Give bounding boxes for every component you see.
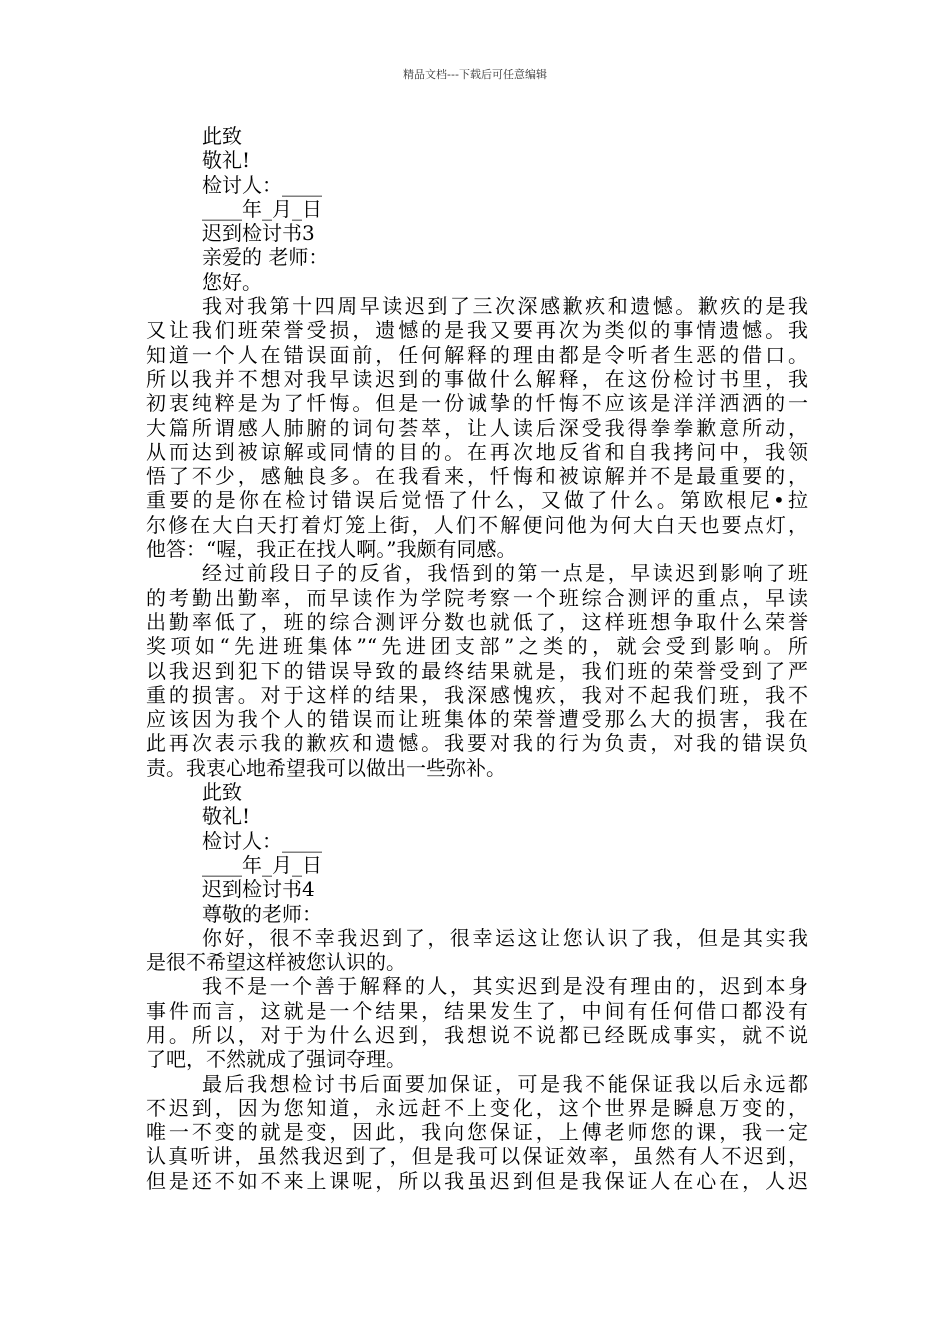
text-line: 又让我们班荣誉受损，遗憾的是我又要再次为类似的事情遗憾。我 (146, 318, 808, 343)
text-line: 从而达到被谅解或同情的目的。在再次地反省和自我拷问中，我领 (146, 439, 808, 464)
text-line: 认真听讲，虽然我迟到了，但是我可以保证效率，虽然有人不迟到， (146, 1144, 808, 1169)
text-line: 不迟到，因为您知道，永远赶不上变化，这个世界是瞬息万变的， (146, 1095, 808, 1120)
text-line: 大篇所谓感人肺腑的词句荟萃，让人读后深受我得拳拳歉意所动， (146, 415, 808, 440)
text-line: ____年_月_日 (202, 196, 322, 221)
text-line: 迟到检讨书3 (202, 221, 315, 246)
page-header: 精品文档---下载后可任意编辑 (403, 68, 547, 81)
text-line: 经过前段日子的反省，我悟到的第一点是，早读迟到影响了班 (202, 561, 808, 586)
text-line: 唯一不变的就是变，因此，我向您保证，上傅老师您的课，我一定 (146, 1120, 808, 1145)
text-line: 他答：“喔，我正在找人啊。”我颇有同感。 (146, 537, 517, 562)
text-line: 出勤率低了，班的综合测评分数也就低了，这样班想争取什么荣誉 (146, 609, 808, 634)
text-line: 我不是一个善于解释的人，其实迟到是没有理由的，迟到本身 (202, 974, 808, 999)
text-line: 的考勤出勤率，而早读作为学院考察一个班综合测评的重点，早读 (146, 585, 808, 610)
text-line: 知道一个人在错误面前，任何解释的理由都是令听者生恶的借口。 (146, 342, 808, 367)
text-line: 尔修在大白天打着灯笼上街，人们不解便问他为何大白天也要点灯， (146, 512, 808, 537)
text-line: 尊敬的老师： (202, 901, 322, 926)
text-line: ____年_月_日 (202, 852, 322, 877)
text-line: 您好。 (202, 269, 262, 294)
text-line: 重要的是你在检讨错误后觉悟了什么，又做了什么。第欧根尼•拉 (146, 488, 808, 513)
text-line: 迟到检讨书4 (202, 877, 315, 902)
text-line: 重的损害。对于这样的结果，我深感愧疚，我对不起我们班，我不 (146, 682, 808, 707)
text-line: 你好，很不幸我迟到了，很幸运这让您认识了我，但是其实我 (202, 925, 808, 950)
text-line: 悟了不少，感触良多。在我看来，忏悔和被谅解并不是最重要的， (146, 464, 808, 489)
text-line: 此再次表示我的歉疚和遗憾。我要对我的行为负责，对我的错误负 (146, 731, 808, 756)
text-line: 奖项如“先进班集体”“先进团支部”之类的，就会受到影响。所 (146, 634, 808, 659)
text-line: 应该因为我个人的错误而让班集体的荣誉遭受那么大的损害，我在 (146, 707, 808, 732)
text-line: 用。所以，对于为什么迟到，我想说不说都已经既成事实，就不说 (146, 1022, 808, 1047)
text-line: 所以我并不想对我早读迟到的事做什么解释，在这份检讨书里，我 (146, 366, 808, 391)
text-line: 但是还不如不来上课呢，所以我虽迟到但是我保证人在心在，人迟 (146, 1168, 808, 1193)
text-line: 责。我衷心地希望我可以做出一些弥补。 (146, 755, 506, 780)
text-line: 初衷纯粹是为了忏悔。但是一份诚挚的忏悔不应该是洋洋洒洒的一 (146, 391, 808, 416)
document-body (146, 124, 808, 1193)
text-line: 是很不希望这样被您认识的。 (146, 950, 406, 975)
text-line: 亲爱的 老师： (202, 245, 329, 270)
text-line: 检讨人：____ (202, 828, 322, 853)
text-line: 此致 (202, 124, 242, 148)
text-line: 检讨人：____ (202, 172, 322, 197)
text-line: 此致 (202, 780, 242, 805)
text-line: 我对我第十四周早读迟到了三次深感歉疚和遗憾。歉疚的是我 (202, 294, 808, 319)
text-line: 了吧，不然就成了强词夺理。 (146, 1047, 406, 1072)
text-line: 敬礼! (202, 804, 251, 829)
text-line: 最后我想检讨书后面要加保证，可是我不能保证我以后永远都 (202, 1071, 808, 1096)
text-line: 以我迟到犯下的错误导致的最终结果就是，我们班的荣誉受到了严 (146, 658, 808, 683)
text-line: 敬礼! (202, 148, 251, 173)
text-line: 事件而言，这就是一个结果，结果发生了，中间有任何借口都没有 (146, 998, 808, 1023)
